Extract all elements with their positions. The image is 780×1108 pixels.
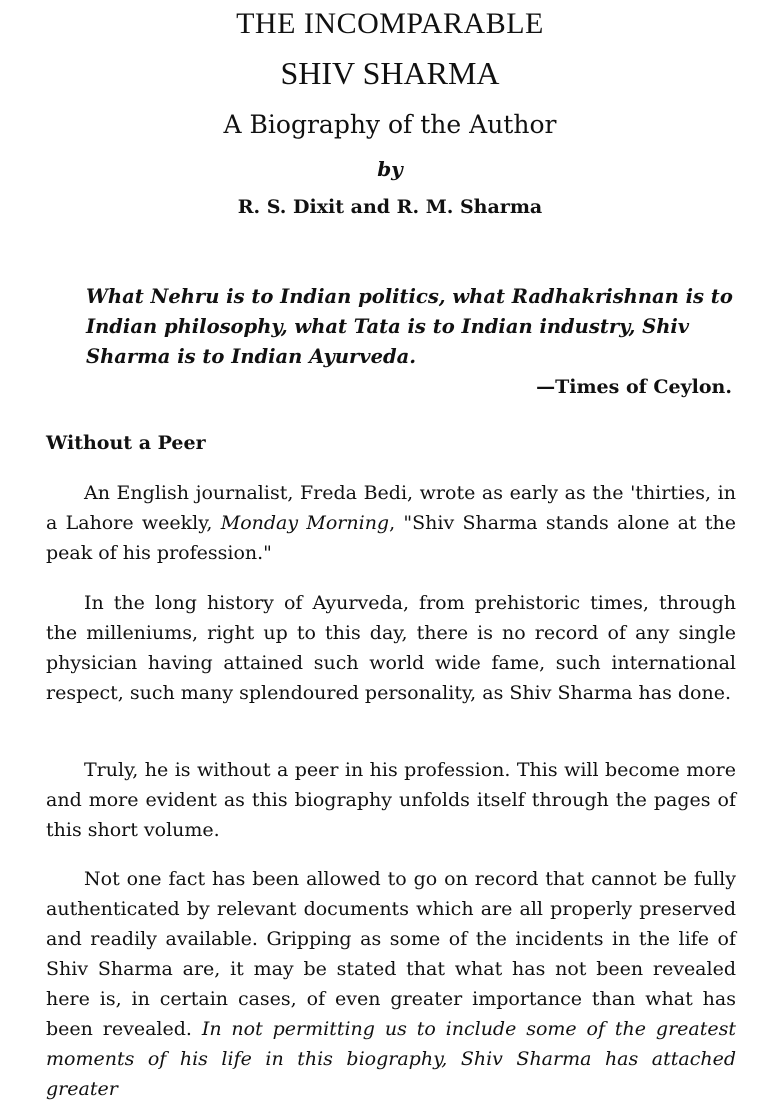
epigraph-source: —Times of Ceylon.	[536, 376, 732, 398]
title-line-2: SHIV SHARMA	[280, 55, 500, 91]
by-line: by	[377, 157, 403, 181]
paragraph-1	[46, 478, 736, 568]
paragraph-3: Truly, he is without a peer in his profession. This will become more and more evident as this biography unfolds itself through the pages of this short volume.	[46, 759, 736, 841]
paragraph-4-italic-text: In not permitting us to include some of the greatest moments of his life in this biography, Shiv Sharma has attached greater	[46, 1018, 736, 1100]
paragraph-4-text: Not one fact has been allowed to go on record that cannot be fully authenticated by relevant documents which are all properly preserved and readily available. Gripping as some of the incidents in the life of Shiv Sharma are, it may be stated that what has not been revealed here is, in certain cases, of even greater importance than what has been revealed.	[46, 868, 736, 1040]
paragraph-4	[46, 864, 736, 1104]
paragraph-1-text-b: , "Shiv Sharma stands alone at the peak of his profession."	[46, 512, 736, 564]
paragraph-1-text-a: An English journalist, Freda Bedi, wrote as early as the 'thirties, in a Lahore weekly,	[46, 482, 736, 534]
title-line-1: THE INCOMPARABLE	[236, 7, 544, 40]
subtitle: A Biography of the Author	[223, 110, 557, 139]
authors: R. S. Dixit and R. M. Sharma	[237, 196, 543, 218]
section-heading: Without a Peer	[46, 432, 206, 454]
epigraph-text: What Nehru is to Indian politics, what Radhakrishnan is to Indian philosophy, what Tata is to Indian industry, Shiv Sharma is to Indian Ayurveda.	[86, 285, 733, 368]
paragraph-2: In the long history of Ayurveda, from prehistoric times, through the milleniums, right up to this day, there is no record of any single physician having attained such world wide fame, such international respect, such many splendoured personality, as Shiv Sharma has done.	[46, 592, 736, 704]
epigraph-quote	[86, 282, 736, 372]
paragraph-1-publication: Monday Morning	[220, 512, 390, 534]
